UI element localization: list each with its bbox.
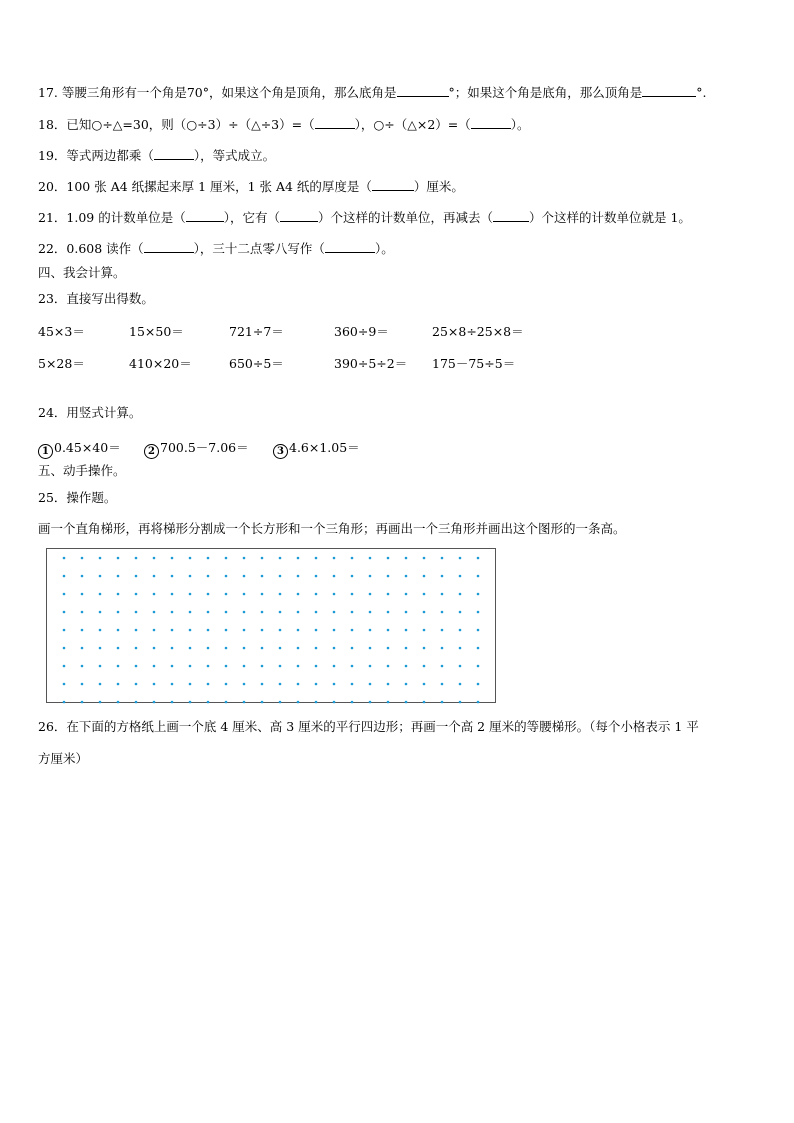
grid-dot[interactable] — [189, 611, 192, 614]
grid-dot[interactable] — [207, 665, 210, 668]
grid-dot[interactable] — [279, 701, 282, 704]
grid-dot[interactable] — [153, 665, 156, 668]
calc-item[interactable]: 175－75÷5＝ — [432, 356, 516, 371]
grid-dot[interactable] — [279, 647, 282, 650]
grid-dot[interactable] — [423, 647, 426, 650]
grid-dot[interactable] — [261, 593, 264, 596]
grid-dot[interactable] — [243, 683, 246, 686]
grid-dot[interactable] — [207, 701, 210, 704]
grid-dot[interactable] — [189, 665, 192, 668]
question-26-line-2: 方厘米） — [38, 751, 89, 766]
grid-dot[interactable] — [369, 647, 372, 650]
grid-dot[interactable] — [135, 665, 138, 668]
grid-dot[interactable] — [333, 647, 336, 650]
calc-item[interactable]: 5×28＝ — [38, 356, 85, 371]
grid-dot[interactable] — [333, 575, 336, 578]
grid-dot[interactable] — [315, 557, 318, 560]
q18-blank-2[interactable] — [471, 116, 511, 129]
grid-dot[interactable] — [405, 647, 408, 650]
grid-dot[interactable] — [441, 665, 444, 668]
grid-dot[interactable] — [315, 611, 318, 614]
grid-dot[interactable] — [171, 629, 174, 632]
section-4-heading: 四、我会计算。 — [38, 265, 126, 280]
grid-dot[interactable] — [297, 629, 300, 632]
calc-item[interactable]: 25×8÷25×8＝ — [432, 324, 524, 339]
grid-dot[interactable] — [423, 593, 426, 596]
calc-item[interactable]: 45×3＝ — [38, 324, 85, 339]
grid-dot[interactable] — [369, 665, 372, 668]
vertical-calc-row — [38, 438, 438, 457]
grid-dot[interactable] — [207, 593, 210, 596]
grid-dot[interactable] — [153, 683, 156, 686]
grid-dot[interactable] — [117, 629, 120, 632]
grid-dot[interactable] — [261, 629, 264, 632]
grid-dot[interactable] — [477, 647, 480, 650]
grid-dot[interactable] — [153, 593, 156, 596]
grid-dot[interactable] — [279, 611, 282, 614]
grid-dot[interactable] — [441, 575, 444, 578]
grid-dot[interactable] — [351, 575, 354, 578]
grid-dot[interactable] — [135, 611, 138, 614]
grid-dot[interactable] — [405, 575, 408, 578]
q21-text-4: ）个这样的计数单位就是 1。 — [529, 210, 691, 225]
q22-blank-2[interactable] — [325, 240, 375, 253]
grid-dot[interactable] — [333, 701, 336, 704]
grid-dot[interactable] — [243, 593, 246, 596]
grid-dot[interactable] — [189, 557, 192, 560]
q22-text-2: ），三十二点零八写作（ — [193, 241, 325, 256]
grid-dot[interactable] — [81, 665, 84, 668]
grid-dot[interactable] — [171, 557, 174, 560]
q19-text-1: 19．等式两边都乘（ — [38, 148, 154, 163]
grid-dot[interactable] — [99, 593, 102, 596]
grid-dot[interactable] — [261, 665, 264, 668]
grid-dot[interactable] — [171, 683, 174, 686]
vertical-expr-2: 700.5－7.06＝ — [160, 440, 249, 455]
grid-dot[interactable] — [117, 701, 120, 704]
grid-dot[interactable] — [189, 701, 192, 704]
grid-dot[interactable] — [297, 647, 300, 650]
grid-dot[interactable] — [135, 629, 138, 632]
grid-dot[interactable] — [171, 611, 174, 614]
grid-dot[interactable] — [225, 665, 228, 668]
grid-dot[interactable] — [279, 683, 282, 686]
grid-dot[interactable] — [315, 629, 318, 632]
grid-dot[interactable] — [387, 575, 390, 578]
grid-dot[interactable] — [423, 629, 426, 632]
grid-dot[interactable] — [81, 611, 84, 614]
grid-dot[interactable] — [243, 701, 246, 704]
grid-dot[interactable] — [225, 611, 228, 614]
grid-dot[interactable] — [99, 575, 102, 578]
grid-dot[interactable] — [423, 611, 426, 614]
q18-text-2: ），○÷（△×2）=（ — [354, 117, 471, 132]
grid-dot[interactable] — [441, 557, 444, 560]
grid-dot[interactable] — [117, 647, 120, 650]
grid-dot[interactable] — [207, 683, 210, 686]
grid-dot[interactable] — [153, 611, 156, 614]
grid-dot[interactable] — [153, 647, 156, 650]
grid-dot[interactable] — [477, 683, 480, 686]
grid-dot[interactable] — [99, 611, 102, 614]
grid-dot[interactable] — [261, 647, 264, 650]
q22-blank-1[interactable] — [144, 240, 194, 253]
grid-dot[interactable] — [135, 575, 138, 578]
question-23-title: 23．直接写出得数。 — [38, 291, 154, 306]
grid-dot[interactable] — [459, 647, 462, 650]
grid-dot[interactable] — [279, 575, 282, 578]
grid-dot[interactable] — [171, 665, 174, 668]
grid-dot[interactable] — [315, 575, 318, 578]
grid-dot[interactable] — [63, 557, 66, 560]
q20-text-1: 20．100 张 A4 纸摞起来厚 1 厘米，1 张 A4 纸的厚度是（ — [38, 179, 372, 194]
grid-dot[interactable] — [171, 575, 174, 578]
grid-dot[interactable] — [117, 557, 120, 560]
grid-dot[interactable] — [333, 557, 336, 560]
grid-dot[interactable] — [297, 593, 300, 596]
grid-dot[interactable] — [135, 593, 138, 596]
grid-dot[interactable] — [351, 629, 354, 632]
q17-blank-1[interactable] — [397, 84, 449, 97]
grid-dot[interactable] — [279, 665, 282, 668]
grid-dot[interactable] — [423, 575, 426, 578]
vertical-calc-item-1[interactable] — [38, 438, 121, 459]
grid-dot[interactable] — [459, 557, 462, 560]
grid-dot[interactable] — [81, 647, 84, 650]
vertical-expr-1: 0.45×40＝ — [54, 440, 121, 455]
grid-dot[interactable] — [477, 575, 480, 578]
circled-number-3-icon: 3 — [273, 444, 288, 459]
grid-dot[interactable] — [405, 701, 408, 704]
grid-dot[interactable] — [81, 629, 84, 632]
grid-dot[interactable] — [387, 629, 390, 632]
grid-dot[interactable] — [441, 647, 444, 650]
q21-text-1: 21．1.09 的计数单位是（ — [38, 210, 186, 225]
grid-dot[interactable] — [189, 647, 192, 650]
grid-dot[interactable] — [441, 611, 444, 614]
grid-dot[interactable] — [189, 593, 192, 596]
q17-text-1: 17. 等腰三角形有一个角是70°，如果这个角是顶角，那么底角是 — [38, 85, 397, 100]
grid-dot[interactable] — [405, 611, 408, 614]
grid-dot[interactable] — [477, 629, 480, 632]
grid-dot[interactable] — [261, 557, 264, 560]
grid-dot[interactable] — [117, 575, 120, 578]
q22-text-3: ）。 — [374, 241, 394, 256]
question-20 — [38, 178, 464, 195]
grid-dot[interactable] — [333, 593, 336, 596]
grid-dot[interactable] — [333, 665, 336, 668]
grid-dot[interactable] — [207, 647, 210, 650]
grid-dot[interactable] — [477, 557, 480, 560]
grid-dot[interactable] — [441, 701, 444, 704]
grid-dot[interactable] — [387, 557, 390, 560]
q17-blank-2[interactable] — [642, 84, 696, 97]
grid-dot[interactable] — [63, 683, 66, 686]
circled-number-1-icon: 1 — [38, 444, 53, 459]
grid-dot[interactable] — [315, 701, 318, 704]
calc-row-2 — [38, 354, 558, 370]
question-25-title: 25．操作题。 — [38, 490, 117, 505]
grid-dot[interactable] — [387, 647, 390, 650]
grid-dot[interactable] — [297, 611, 300, 614]
grid-dot[interactable] — [369, 701, 372, 704]
grid-dot[interactable] — [135, 557, 138, 560]
grid-dot[interactable] — [63, 647, 66, 650]
grid-dot[interactable] — [117, 665, 120, 668]
grid-dot[interactable] — [369, 629, 372, 632]
grid-dot[interactable] — [459, 665, 462, 668]
grid-dot[interactable] — [351, 647, 354, 650]
grid-dot[interactable] — [333, 683, 336, 686]
calc-item[interactable]: 390÷5÷2＝ — [334, 356, 408, 371]
q20-blank-1[interactable] — [372, 178, 414, 191]
grid-dot[interactable] — [387, 665, 390, 668]
grid-dot[interactable] — [459, 611, 462, 614]
question-18 — [38, 116, 530, 133]
question-21 — [38, 209, 691, 226]
grid-dot[interactable] — [297, 701, 300, 704]
grid-dot[interactable] — [261, 611, 264, 614]
grid-dot[interactable] — [423, 557, 426, 560]
grid-dot[interactable] — [99, 557, 102, 560]
grid-dot[interactable] — [387, 593, 390, 596]
grid-dot[interactable] — [207, 557, 210, 560]
grid-dot[interactable] — [423, 701, 426, 704]
grid-dot[interactable] — [81, 701, 84, 704]
grid-dot[interactable] — [225, 593, 228, 596]
grid-dot[interactable] — [261, 701, 264, 704]
grid-dot[interactable] — [261, 575, 264, 578]
grid-dot[interactable] — [189, 629, 192, 632]
grid-dot[interactable] — [477, 611, 480, 614]
grid-dot[interactable] — [477, 665, 480, 668]
grid-dot[interactable] — [63, 593, 66, 596]
grid-dot[interactable] — [189, 575, 192, 578]
grid-dot[interactable] — [135, 647, 138, 650]
grid-dot[interactable] — [153, 557, 156, 560]
grid-dot[interactable] — [351, 557, 354, 560]
grid-dot[interactable] — [369, 683, 372, 686]
grid-dot[interactable] — [351, 701, 354, 704]
circled-number-2-icon: 2 — [144, 444, 159, 459]
grid-dot[interactable] — [297, 683, 300, 686]
grid-dot[interactable] — [63, 575, 66, 578]
grid-dot[interactable] — [225, 683, 228, 686]
grid-dot[interactable] — [135, 701, 138, 704]
grid-dot[interactable] — [117, 683, 120, 686]
grid-dot[interactable] — [189, 683, 192, 686]
grid-dot[interactable] — [207, 575, 210, 578]
dot-grid-area[interactable] — [46, 548, 496, 703]
grid-dot[interactable] — [63, 701, 66, 704]
grid-dot[interactable] — [369, 611, 372, 614]
grid-dot[interactable] — [315, 683, 318, 686]
q21-blank-1[interactable] — [186, 209, 224, 222]
grid-dot[interactable] — [387, 701, 390, 704]
grid-dot[interactable] — [171, 701, 174, 704]
grid-dot[interactable] — [81, 557, 84, 560]
grid-dot[interactable] — [351, 611, 354, 614]
q18-blank-1[interactable] — [315, 116, 355, 129]
grid-dot[interactable] — [351, 593, 354, 596]
question-24-title: 24．用竖式计算。 — [38, 405, 142, 420]
grid-dot[interactable] — [405, 593, 408, 596]
q17-text-3: °. — [696, 85, 707, 100]
grid-dot[interactable] — [459, 683, 462, 686]
calc-item[interactable]: 360÷9＝ — [334, 324, 389, 339]
grid-dot[interactable] — [153, 575, 156, 578]
calc-row-1 — [38, 322, 558, 338]
grid-dot[interactable] — [369, 557, 372, 560]
grid-dot[interactable] — [117, 593, 120, 596]
grid-dot[interactable] — [171, 593, 174, 596]
grid-dot[interactable] — [369, 575, 372, 578]
question-17 — [38, 84, 707, 101]
grid-dot[interactable] — [459, 629, 462, 632]
grid-dot[interactable] — [459, 701, 462, 704]
grid-dot[interactable] — [153, 629, 156, 632]
grid-dot[interactable] — [99, 701, 102, 704]
q18-text-1: 18．已知○÷△=30，则（○÷3）÷（△÷3）=（ — [38, 117, 315, 132]
grid-dot[interactable] — [243, 647, 246, 650]
grid-dot[interactable] — [333, 611, 336, 614]
grid-dot[interactable] — [99, 665, 102, 668]
calc-item[interactable]: 650÷5＝ — [229, 356, 284, 371]
q18-text-3: ）。 — [510, 117, 530, 132]
question-19 — [38, 147, 275, 164]
grid-dot[interactable] — [135, 683, 138, 686]
q21-blank-2[interactable] — [280, 209, 318, 222]
grid-dot[interactable] — [117, 611, 120, 614]
vertical-calc-item-2[interactable] — [144, 438, 249, 459]
grid-dot[interactable] — [99, 629, 102, 632]
grid-dot[interactable] — [261, 683, 264, 686]
grid-dot[interactable] — [207, 611, 210, 614]
grid-dot[interactable] — [405, 629, 408, 632]
grid-dot[interactable] — [279, 593, 282, 596]
grid-dot[interactable] — [405, 683, 408, 686]
q17-text-2: °；如果这个角是底角，那么顶角是 — [448, 85, 643, 100]
grid-dot[interactable] — [63, 629, 66, 632]
calc-item[interactable]: 721÷7＝ — [229, 324, 284, 339]
grid-dot[interactable] — [459, 593, 462, 596]
q22-text-1: 22．0.608 读作（ — [38, 241, 144, 256]
calc-item[interactable]: 410×20＝ — [129, 356, 192, 371]
grid-dot[interactable] — [333, 629, 336, 632]
grid-dot[interactable] — [405, 665, 408, 668]
grid-dot[interactable] — [81, 683, 84, 686]
question-22 — [38, 240, 394, 257]
calc-item[interactable]: 15×50＝ — [129, 324, 184, 339]
grid-dot[interactable] — [477, 701, 480, 704]
vertical-expr-3: 4.6×1.05＝ — [289, 440, 360, 455]
grid-dot[interactable] — [81, 593, 84, 596]
grid-dot[interactable] — [315, 647, 318, 650]
grid-dot[interactable] — [225, 701, 228, 704]
grid-dot[interactable] — [225, 575, 228, 578]
dot-grid[interactable] — [47, 549, 497, 704]
grid-dot[interactable] — [477, 593, 480, 596]
q19-blank-1[interactable] — [154, 147, 194, 160]
q21-text-3: ）个这样的计数单位，再减去（ — [317, 210, 493, 225]
question-25-instruction: 画一个直角梯形，再将梯形分割成一个长方形和一个三角形；再画出一个三角形并画出这个图形的一条高。 — [38, 521, 626, 536]
grid-dot[interactable] — [243, 611, 246, 614]
grid-dot[interactable] — [99, 683, 102, 686]
section-5-heading: 五、动手操作。 — [38, 463, 126, 478]
grid-dot[interactable] — [441, 593, 444, 596]
grid-dot[interactable] — [207, 629, 210, 632]
grid-dot[interactable] — [63, 665, 66, 668]
grid-dot[interactable] — [81, 575, 84, 578]
grid-dot[interactable] — [315, 665, 318, 668]
grid-dot[interactable] — [423, 683, 426, 686]
grid-dot[interactable] — [225, 647, 228, 650]
grid-dot[interactable] — [351, 683, 354, 686]
question-26-line-1: 26．在下面的方格纸上画一个底 4 厘米、高 3 厘米的平行四边形；再画一个高 2 厘米的等腰梯形。（每个小格表示 1 平 — [38, 719, 699, 734]
q21-text-2: ），它有（ — [223, 210, 280, 225]
q20-text-2: ）厘米。 — [413, 179, 464, 194]
grid-dot[interactable] — [225, 557, 228, 560]
grid-dot[interactable] — [387, 683, 390, 686]
grid-dot[interactable] — [279, 629, 282, 632]
grid-dot[interactable] — [99, 647, 102, 650]
grid-dot[interactable] — [297, 575, 300, 578]
grid-dot[interactable] — [441, 629, 444, 632]
grid-dot[interactable] — [225, 629, 228, 632]
vertical-calc-item-3[interactable] — [273, 438, 360, 459]
grid-dot[interactable] — [369, 593, 372, 596]
grid-dot[interactable] — [63, 611, 66, 614]
grid-dot[interactable] — [297, 557, 300, 560]
grid-dot[interactable] — [423, 665, 426, 668]
grid-dot[interactable] — [351, 665, 354, 668]
grid-dot[interactable] — [243, 629, 246, 632]
grid-dot[interactable] — [315, 593, 318, 596]
grid-dot[interactable] — [279, 557, 282, 560]
grid-dot[interactable] — [297, 665, 300, 668]
grid-dot[interactable] — [243, 665, 246, 668]
q19-text-2: ），等式成立。 — [193, 148, 276, 163]
grid-dot[interactable] — [459, 575, 462, 578]
grid-dot[interactable] — [243, 575, 246, 578]
grid-dot[interactable] — [153, 701, 156, 704]
q21-blank-3[interactable] — [493, 209, 529, 222]
grid-dot[interactable] — [441, 683, 444, 686]
grid-dot[interactable] — [243, 557, 246, 560]
grid-dot[interactable] — [387, 611, 390, 614]
grid-dot[interactable] — [171, 647, 174, 650]
grid-dot[interactable] — [405, 557, 408, 560]
